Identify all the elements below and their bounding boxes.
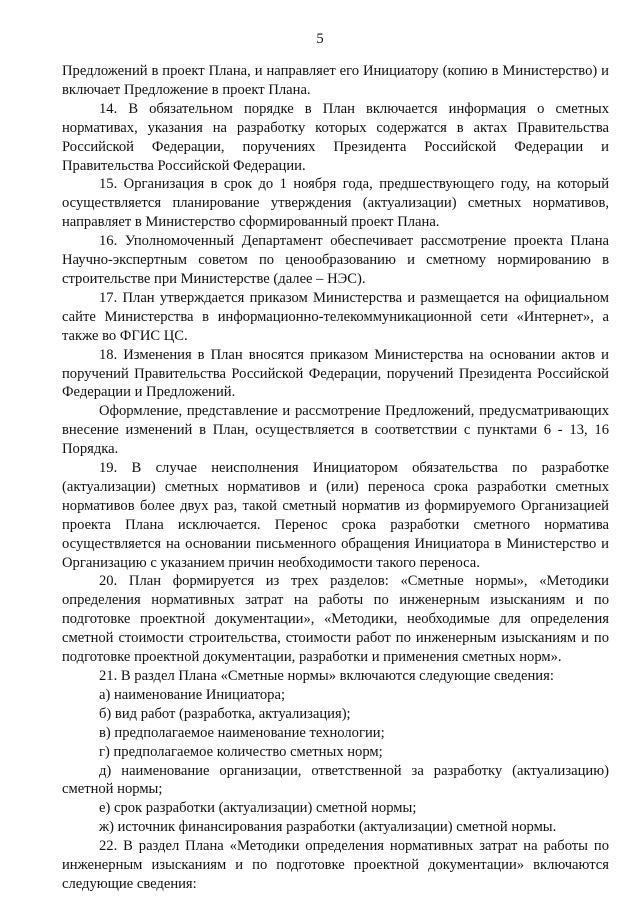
- paragraph: 22. В раздел Плана «Методики определения нормативных затрат на работы по инженерным изысканиям и по подготовке проектной документации» включаются следующие сведения:: [62, 838, 609, 892]
- paragraph: 15. Организация в срок до 1 ноября года, предшествующего году, на который осуществляется планирование утверждения (актуализации) сметных нормативов, направляет в Министерство сформированный проект Плана.: [62, 176, 609, 231]
- paragraph: 17. План утверждается приказом Министерства и размещается на официальном сайте Министерства в информационно-телекоммуникационной сети «Интернет», а также во ФГИС ЦС.: [62, 289, 609, 344]
- paragraph: 14. В обязательном порядке в План включается информация о сметных нормативах, указания на разработку которых содержатся в актах Правительства Российской Федерации, поручениях Президента Российской Федерации и Правительства Российской Федерации.: [62, 100, 609, 174]
- paragraph: 16. Уполномоченный Департамент обеспечивает рассмотрение проекта Плана Научно-экспертным советом по ценообразованию и сметному нормированию в строительстве при Министерстве (далее – НЭС).: [62, 233, 609, 287]
- paragraph: г) предполагаемое количество сметных норм;: [99, 743, 383, 760]
- paragraph: а) наименование Инициатора;: [99, 686, 286, 703]
- paragraph: ж) источник финансирования разработки (актуализации) сметной нормы.: [99, 819, 557, 836]
- paragraph: 20. План формируется из трех разделов: «Сметные нормы», «Методики определения нормативных затрат на работы по инженерным изысканиям и по подготовке проектной документации», «Методики, необходимые для определения сметной стоимости строительства, стоимости работ по инженерным изысканиям и по подготовке проектной документации, разработки и применения сметных норм».: [62, 573, 609, 666]
- paragraph: д) наименование организации, ответственной за разработку (актуализацию) сметной нормы;: [62, 762, 609, 798]
- paragraph: е) срок разработки (актуализации) сметной нормы;: [99, 800, 417, 817]
- paragraph: б) вид работ (разработка, актуализация);: [99, 705, 351, 722]
- paragraph: в) предполагаемое наименование технологии;: [99, 724, 385, 741]
- paragraph: 19. В случае неисполнения Инициатором обязательства по разработке (актуализации) сметных нормативов и (или) переноса срока разработки сметных нормативов более двух раз, такой сметный норматив из формируемого Организацией проекта Плана исключается. Перенос срока разработки сметного норматива осуществляется на основании письменного обращения Инициатора в Министерство и Организацию с указанием причин необходимости такого переноса.: [62, 460, 609, 571]
- paragraph: Предложений в проект Плана, и направляет его Инициатору (копию в Министерство) и включает Предложение в проект Плана.: [62, 63, 609, 98]
- paragraph: Оформление, представление и рассмотрение Предложений, предусматривающих внесение изменений в План, осуществляется в соответствии с пунктами 6 - 13, 16 Порядка.: [62, 403, 609, 458]
- paragraph: 18. Изменения в План вносятся приказом Министерства на основании актов и поручений Правительства Российской Федерации, поручений Президента Российской Федерации и Предложений.: [62, 346, 609, 401]
- page-number: 5: [316, 31, 324, 47]
- paragraph: 21. В раздел Плана «Сметные нормы» включаются следующие сведения:: [99, 668, 554, 684]
- document-body: [62, 62, 609, 894]
